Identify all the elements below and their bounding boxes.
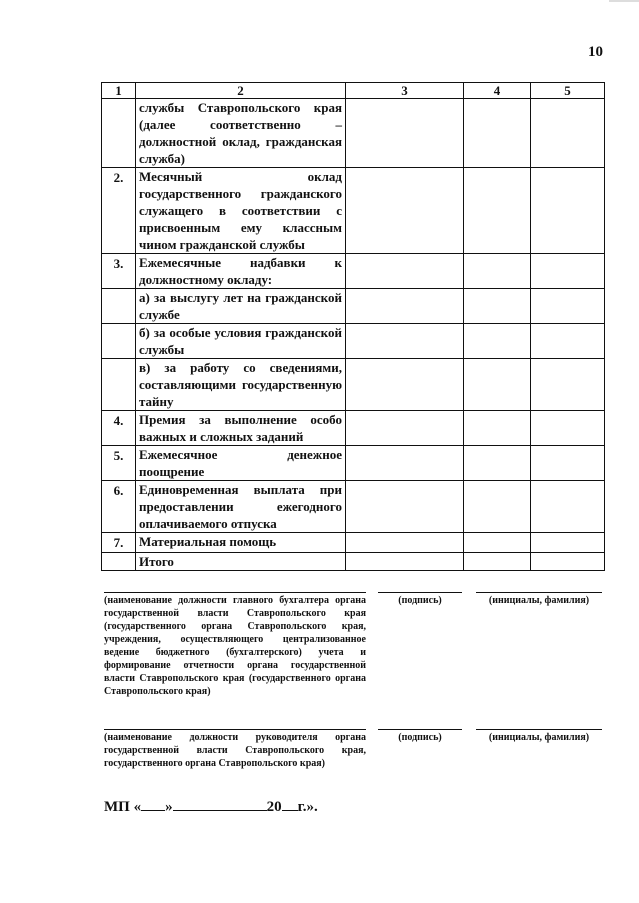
- row-number: [102, 359, 136, 411]
- empty-cell: [464, 481, 531, 533]
- row-number: 6.: [102, 481, 136, 533]
- accountant-position-note: (наименование должности главного бухгалтера органа государственной власти Ставропольского края (государственного органа Ставропольского края, учреждения, осуществляющего централизованное ведение бюджетного (бухгалтерского) учета и формирование отчетности органа государственной власти Ставропольского края (государственного органа Ставропольского края): [104, 595, 366, 697]
- payment-table: [101, 82, 605, 571]
- header-cell-1: 1: [102, 83, 136, 99]
- row-text: а) за выслугу лет на гражданской службе: [136, 289, 346, 324]
- accountant-name-label: (инициалы, фамилия): [488, 595, 590, 606]
- empty-cell: [531, 324, 605, 359]
- table-row: [102, 446, 605, 481]
- row-number: [102, 324, 136, 359]
- row-number: 4.: [102, 411, 136, 446]
- row-text: Ежемесячные надбавки к должностному окладу:: [136, 254, 346, 289]
- empty-cell: [464, 324, 531, 359]
- empty-cell: [531, 289, 605, 324]
- empty-cell: [346, 533, 464, 553]
- row-text: б) за особые условия гражданской службы: [136, 324, 346, 359]
- head-name-label: (инициалы, фамилия): [488, 732, 590, 743]
- table-row: [102, 289, 605, 324]
- row-text: Ежемесячное денежное поощрение: [136, 446, 346, 481]
- empty-cell: [464, 446, 531, 481]
- row-text: Материальная помощь: [136, 533, 346, 553]
- empty-cell: [346, 254, 464, 289]
- empty-cell: [531, 99, 605, 168]
- table-row: [102, 411, 605, 446]
- head-position-note: (наименование должности руководителя органа государственной власти Ставропольского края, государственного органа Ставропольского края): [104, 732, 366, 769]
- stamp-year-prefix: 20: [266, 799, 282, 815]
- row-number: [102, 553, 136, 571]
- empty-cell: [464, 289, 531, 324]
- accountant-position-line: [104, 592, 366, 593]
- header-cell-5: 5: [531, 83, 605, 99]
- empty-cell: [346, 99, 464, 168]
- empty-cell: [346, 446, 464, 481]
- empty-cell: [531, 254, 605, 289]
- accountant-signature-label: (подпись): [398, 595, 442, 606]
- empty-cell: [464, 99, 531, 168]
- table-row: [102, 359, 605, 411]
- empty-cell: [531, 553, 605, 571]
- empty-cell: [346, 359, 464, 411]
- row-number: 7.: [102, 533, 136, 553]
- head-name-line: [476, 729, 602, 730]
- row-number: 3.: [102, 254, 136, 289]
- table-row: [102, 99, 605, 168]
- empty-cell: [464, 168, 531, 254]
- empty-cell: [346, 481, 464, 533]
- empty-cell: [464, 254, 531, 289]
- row-number: 2.: [102, 168, 136, 254]
- table-row: [102, 168, 605, 254]
- empty-cell: [464, 533, 531, 553]
- empty-cell: [346, 168, 464, 254]
- empty-cell: [531, 168, 605, 254]
- accountant-name-line: [476, 592, 602, 593]
- head-signature-label: (подпись): [398, 732, 442, 743]
- stamp-mp-text: МП «: [104, 799, 142, 815]
- row-text: Месячный оклад государственного гражданского служащего в соответствии с присвоенным ему классным чином гражданской службы: [136, 168, 346, 254]
- empty-cell: [531, 533, 605, 553]
- page-number: 10: [588, 44, 603, 60]
- stamp-close-quote: »: [165, 799, 173, 815]
- table-row: [102, 324, 605, 359]
- empty-cell: [464, 359, 531, 411]
- row-text: Итого: [136, 553, 346, 571]
- row-text: в) за работу со сведениями, составляющими государственную тайну: [136, 359, 346, 411]
- table-row: [102, 481, 605, 533]
- corner-mark: [609, 0, 639, 2]
- empty-cell: [346, 411, 464, 446]
- table-header-row: [102, 83, 605, 99]
- month-blank: [173, 796, 267, 811]
- head-position-line: [104, 729, 366, 730]
- empty-cell: [346, 553, 464, 571]
- empty-cell: [531, 411, 605, 446]
- table-row: [102, 254, 605, 289]
- empty-cell: [464, 411, 531, 446]
- year-blank: [282, 796, 298, 811]
- empty-cell: [531, 359, 605, 411]
- table-row: [102, 533, 605, 553]
- row-text: Премия за выполнение особо важных и сложных заданий: [136, 411, 346, 446]
- empty-cell: [531, 481, 605, 533]
- header-cell-4: 4: [464, 83, 531, 99]
- row-number: [102, 99, 136, 168]
- empty-cell: [346, 289, 464, 324]
- day-blank: [141, 796, 165, 811]
- row-number: 5.: [102, 446, 136, 481]
- table-row-total: [102, 553, 605, 571]
- empty-cell: [346, 324, 464, 359]
- empty-cell: [531, 446, 605, 481]
- row-text: Единовременная выплата при предоставлении ежегодного оплачиваемого отпуска: [136, 481, 346, 533]
- header-cell-3: 3: [346, 83, 464, 99]
- row-text: службы Ставропольского края (далее соответственно – должностной оклад, гражданская служба): [136, 99, 346, 168]
- head-signature-line: [378, 729, 462, 730]
- header-cell-2: 2: [136, 83, 346, 99]
- stamp-date-line: [104, 796, 318, 816]
- stamp-year-suffix: г.».: [297, 799, 318, 815]
- accountant-signature-line: [378, 592, 462, 593]
- empty-cell: [464, 553, 531, 571]
- row-number: [102, 289, 136, 324]
